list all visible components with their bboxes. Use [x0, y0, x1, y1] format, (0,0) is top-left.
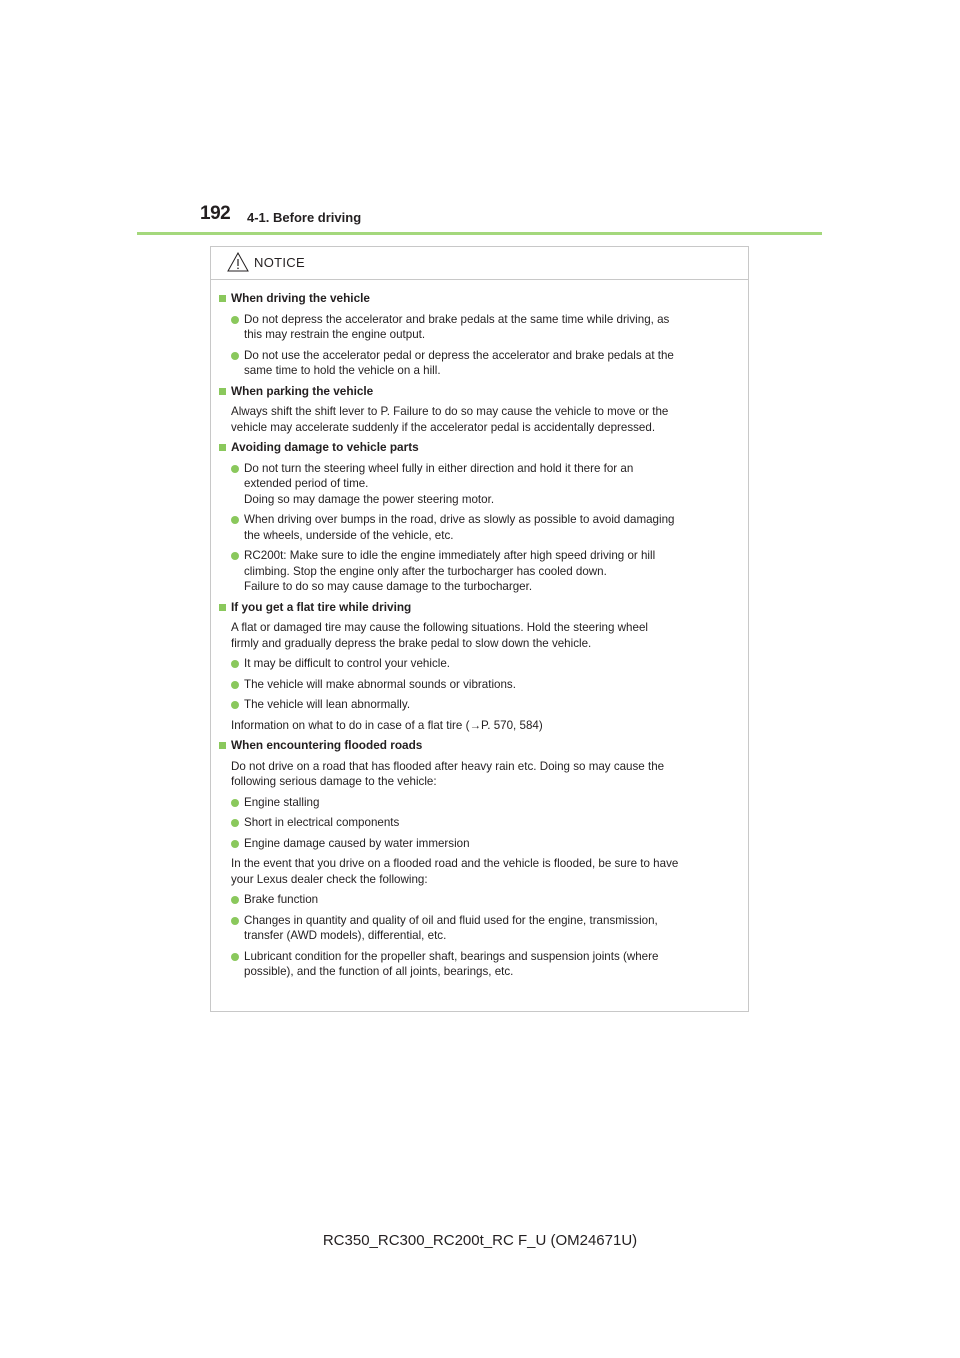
bullet-item	[219, 815, 742, 831]
section-title: 4-1. Before driving	[247, 210, 362, 225]
warning-triangle-icon	[227, 252, 249, 272]
text-line: The vehicle will make abnormal sounds or vibrations.	[244, 677, 516, 691]
bullet-item	[219, 949, 742, 980]
text-line: extended period of time.	[244, 477, 369, 490]
round-bullet-icon	[231, 701, 239, 709]
bullet-item	[219, 461, 742, 508]
text-line: following serious damage to the vehicle:	[231, 775, 437, 788]
text-line: Engine stalling	[244, 795, 320, 809]
page-number: 192	[200, 203, 231, 224]
text-line: Lubricant condition for the propeller shaft, bearings and suspension joints (where	[244, 949, 659, 963]
round-bullet-icon	[231, 352, 239, 360]
bullet-item	[219, 677, 742, 693]
bullet-item	[219, 795, 742, 811]
round-bullet-icon	[231, 896, 239, 904]
text-line: Do not use the accelerator pedal or depress the accelerator and brake pedals at the	[244, 348, 674, 362]
text-line: Engine damage caused by water immersion	[244, 836, 470, 850]
notice-section-heading	[219, 738, 742, 754]
text-line: Do not drive on a road that has flooded after heavy rain etc. Doing so may cause the	[231, 759, 665, 773]
text-line: In the event that you drive on a flooded road and the vehicle is flooded, be sure to have	[231, 857, 679, 870]
round-bullet-icon	[231, 840, 239, 848]
text-line: Always shift the shift lever to P. Failure to do so may cause the vehicle to move or the	[231, 405, 669, 418]
text-line: Failure to do so may cause damage to the turbocharger.	[244, 580, 533, 593]
text-line: RC200t: Make sure to idle the engine immediately after high speed driving or hill	[244, 549, 656, 562]
bullet-item	[219, 913, 742, 944]
section-heading-text: Avoiding damage to vehicle parts	[231, 440, 419, 454]
footer-model-code: RC350_RC300_RC200t_RC F_U (OM24671U)	[322, 1232, 638, 1249]
round-bullet-icon	[231, 316, 239, 324]
paragraph	[219, 759, 742, 790]
round-bullet-icon	[231, 819, 239, 827]
notice-box	[210, 246, 749, 1012]
round-bullet-icon	[231, 465, 239, 473]
text-line: Changes in quantity and quality of oil and fluid used for the engine, transmission,	[244, 913, 658, 927]
bullet-item	[219, 512, 742, 543]
text-line: firmly and gradually depress the brake pedal to slow down the vehicle.	[231, 636, 592, 650]
bullet-item	[219, 348, 742, 379]
notice-section-heading	[219, 600, 742, 616]
bullet-item	[219, 656, 742, 672]
text-line: It may be difficult to control your vehicle.	[244, 657, 450, 670]
square-bullet-icon	[219, 604, 226, 611]
text-line: climbing. Stop the engine only after the turbocharger has cooled down.	[244, 564, 607, 578]
text-line: Do not depress the accelerator and brake pedals at the same time while driving, as	[244, 312, 670, 326]
paragraph	[219, 620, 742, 651]
notice-section-heading	[219, 291, 742, 307]
text-line: When driving over bumps in the road, drive as slowly as possible to avoid damaging	[244, 513, 675, 526]
text-line: Information on what to do in case of a flat tire (→P. 570, 584)	[231, 718, 543, 732]
text-line: the wheels, underside of the vehicle, etc.	[244, 528, 454, 542]
bullet-item	[219, 312, 742, 343]
notice-body	[211, 280, 748, 980]
square-bullet-icon	[219, 742, 226, 749]
square-bullet-icon	[219, 444, 226, 451]
text-line: The vehicle will lean abnormally.	[244, 698, 411, 711]
notice-label: NOTICE	[254, 255, 305, 270]
bullet-item	[219, 697, 742, 713]
section-heading-text: When encountering flooded roads	[231, 738, 423, 752]
text-line: Do not turn the steering wheel fully in either direction and hold it there for an	[244, 461, 634, 475]
bullet-item	[219, 548, 742, 595]
paragraph	[219, 856, 742, 887]
text-line: vehicle may accelerate suddenly if the accelerator pedal is accidentally depressed.	[231, 420, 656, 434]
round-bullet-icon	[231, 799, 239, 807]
text-line: Short in electrical components	[244, 816, 400, 829]
text-line: transfer (AWD models), differential, etc.	[244, 929, 447, 942]
round-bullet-icon	[231, 660, 239, 668]
section-heading-text: If you get a flat tire while driving	[231, 599, 412, 614]
notice-section-heading	[219, 440, 742, 456]
paragraph	[219, 404, 742, 435]
paragraph	[219, 718, 742, 734]
text-line: this may restrain the engine output.	[244, 328, 426, 341]
square-bullet-icon	[219, 388, 226, 395]
section-heading-text: When parking the vehicle	[231, 383, 374, 398]
text-line: possible), and the function of all joints, bearings, etc.	[244, 965, 514, 978]
round-bullet-icon	[231, 552, 239, 560]
text-line: Doing so may damage the power steering motor.	[244, 492, 495, 506]
section-heading-text: When driving the vehicle	[231, 291, 370, 305]
header-rule	[137, 232, 822, 235]
round-bullet-icon	[231, 681, 239, 689]
notice-section-heading	[219, 384, 742, 400]
text-line: your Lexus dealer check the following:	[231, 872, 428, 886]
bullet-item	[219, 892, 742, 908]
round-bullet-icon	[231, 953, 239, 961]
text-line: Brake function	[244, 893, 319, 906]
bullet-item	[219, 836, 742, 852]
round-bullet-icon	[231, 917, 239, 925]
text-line: same time to hold the vehicle on a hill.	[244, 364, 441, 377]
round-bullet-icon	[231, 516, 239, 524]
notice-header	[211, 247, 748, 280]
square-bullet-icon	[219, 295, 226, 302]
text-line: A flat or damaged tire may cause the following situations. Hold the steering wheel	[231, 621, 648, 634]
